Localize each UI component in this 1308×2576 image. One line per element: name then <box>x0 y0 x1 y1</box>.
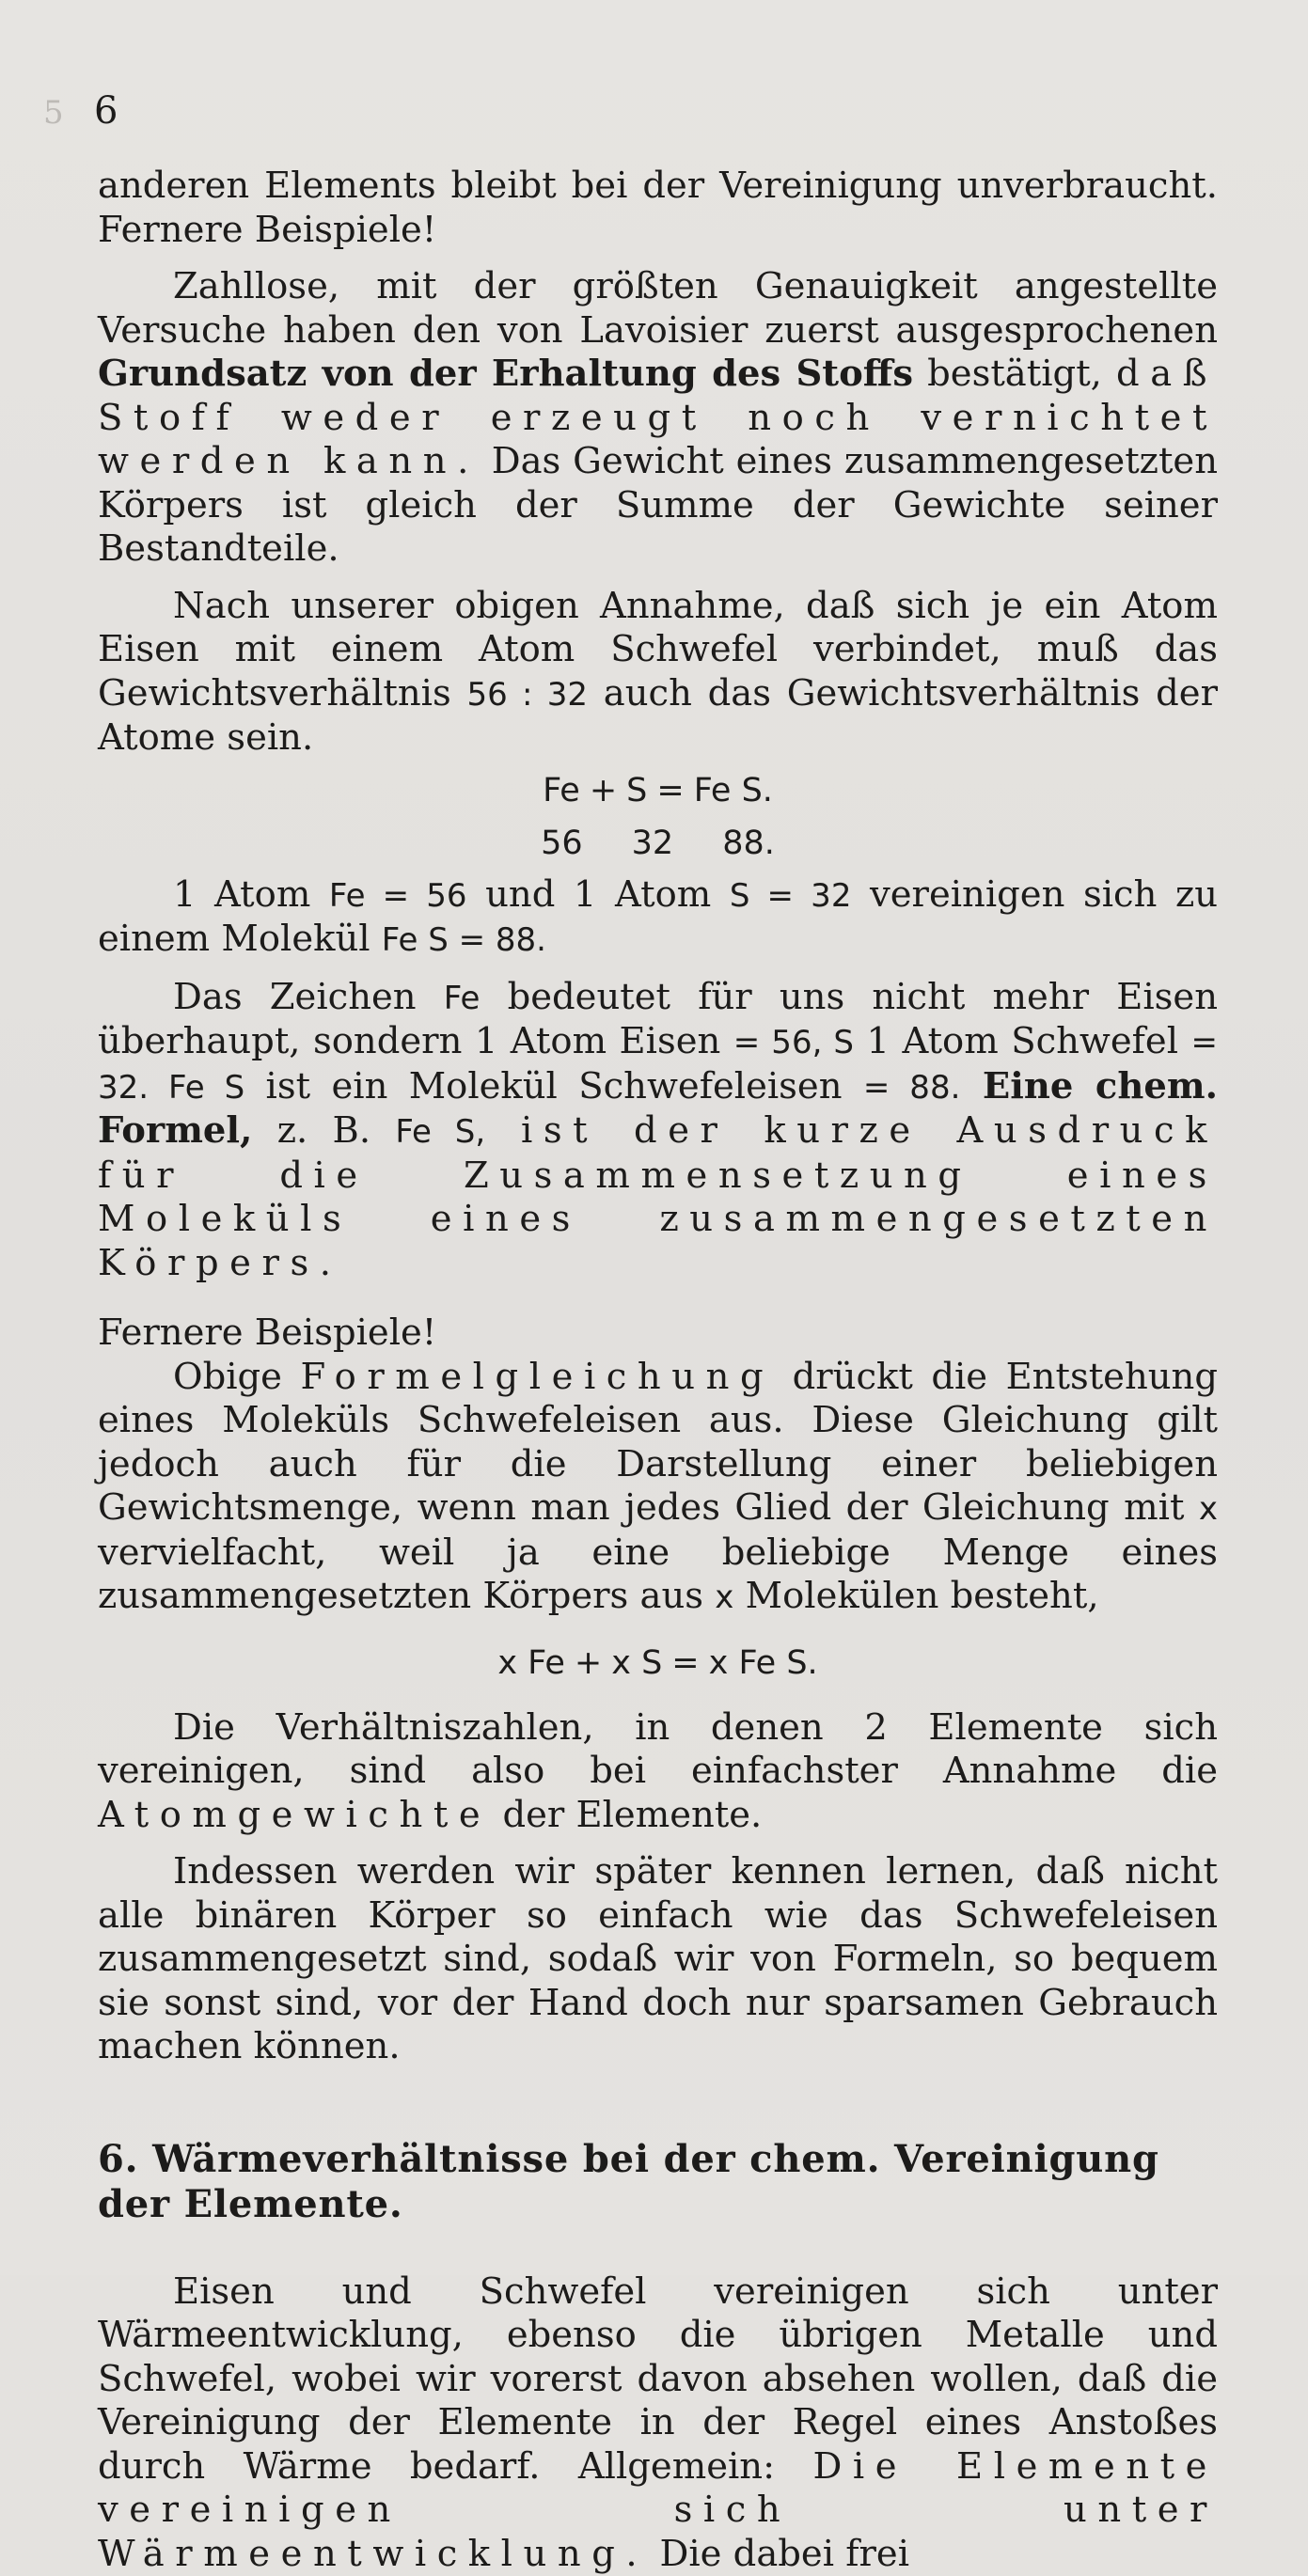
paragraph-text: Das Gewicht eines zusammengesetzten Körpers ist gleich der Summe der Gewichte seiner Bestandteile. <box>98 440 1218 570</box>
paragraph-conservation-of-matter <box>98 265 1218 572</box>
ratio-value: 56 : 32 <box>466 676 588 714</box>
equation-weights-row <box>98 821 1218 866</box>
paragraph-text: 1 Atom Schwefel <box>854 1020 1190 1062</box>
atomic-weight: 32 <box>632 821 674 866</box>
paragraph-text: Zahllose, mit der größten Genauigkeit angestellte Versuche haben den von Lavoisier zuerst ausgesprochenen <box>98 265 1218 352</box>
paragraph-further-examples <box>98 1312 1218 1356</box>
paragraph-text: anderen Elements bleibt bei der Vereinigung unverbraucht. Fernere Beispiele! <box>98 165 1218 251</box>
equals-sign: = <box>662 1641 708 1686</box>
paragraph-text: Indessen werden wir später kennen lernen, daß nicht alle binären Körper so einfach wie das Schwefeleisen zusammengesetzt sind, sodaß wir von Formeln, so bequem sie sonst sind, vor der Hand doch nur sparsamen Gebrauch machen können. <box>98 1850 1218 2067</box>
paragraph-text: Die Verhältniszahlen, in denen 2 Elemente sich vereinigen, sind also bei einfachster Annahme die <box>98 1706 1218 1793</box>
formula-inline: Fe S, <box>395 1113 485 1151</box>
paragraph-text: drückt die Entstehung eines Moleküls Schwefeleisen aus. Diese Gleichung gilt jedoch auch für die Darstellung einer beliebigen Gewichtsmenge, wenn man jedes Glied der Gleichung mit <box>98 1356 1218 1530</box>
paragraph-atomic-weights <box>98 1706 1218 1838</box>
section-number: 6. <box>98 2137 138 2181</box>
paragraph-text: auch das Gewichtsverhältnis der Atome sein. <box>98 672 1218 760</box>
emphasis-bold: Eine chem. Formel, <box>98 1065 1218 1153</box>
formula-term: S <box>626 772 647 809</box>
paragraph-continuation <box>98 165 1218 252</box>
formula-term: Fe S. <box>694 772 773 809</box>
plus-sign: + <box>565 1641 611 1686</box>
emphasis-spaced: daß Stoff weder erzeugt noch vernichtet werden kann. <box>98 353 1218 482</box>
paragraph-atoms-combine <box>98 873 1218 963</box>
emphasis-spaced: Formelgleichung <box>300 1356 774 1398</box>
paragraph-text: vervielfacht, weil ja eine beliebige Menge eines zusammengesetzten Körpers aus <box>98 1531 1218 1618</box>
molecular-weight: 88. <box>722 821 775 866</box>
emphasis-spaced: Atomgewichte <box>98 1794 491 1836</box>
paragraph-text: Eisen und Schwefel vereinigen sich unter Wärmeentwicklung, ebenso die übrigen Metalle und Schwefel, wobei wir vorerst davon absehen wollen, daß die Vereinigung der Elemente in der Regel eines Anstoßes durch Wärme bedarf. Allgemein: <box>98 2270 1218 2488</box>
emphasis-spaced: ist der kurze Ausdruck für die Zusammensetzung eines Moleküls eines zusammengesetzten Körpers. <box>98 1109 1218 1284</box>
formula-inline: S = 32 <box>730 877 852 915</box>
paragraph-binary-bodies <box>98 1850 1218 2069</box>
formula-term: x S <box>611 1644 662 1682</box>
atomic-weight: 56 <box>541 821 583 866</box>
paragraph-text: Nach unserer obigen Annahme, daß sich je ein Atom Eisen mit einem Atom Schwefel verbindet, muß das Gewichtsverhältnis <box>98 585 1218 715</box>
show-through-mark: 5 <box>43 94 64 132</box>
paragraph-text: der Elemente. <box>491 1794 762 1836</box>
paragraph-text: Fernere Beispiele! <box>98 1312 436 1354</box>
paragraph-text: vereinigen sich zu einem Molekül <box>98 873 1218 961</box>
emphasis-bold: Grundsatz von der Erhaltung des Stoffs <box>98 353 913 395</box>
formula-inline: = 32. Fe S <box>98 1024 1218 1107</box>
paragraph-text: Das Zeichen <box>173 976 444 1018</box>
paragraph-chemical-formula <box>98 976 1218 1286</box>
page-number: 6 <box>94 92 118 130</box>
equation-x-fe-s <box>98 1641 1218 1686</box>
equation-fe-s <box>98 768 1218 813</box>
paragraph-weight-ratio <box>98 585 1218 761</box>
paragraph-text: Molekülen besteht, <box>733 1575 1098 1617</box>
paragraph-text: 1 Atom <box>173 873 329 916</box>
section-heading <box>98 2137 1218 2227</box>
formula-term: x Fe <box>497 1644 565 1682</box>
paragraph-heat-of-combination <box>98 2270 1218 2576</box>
equals-sign: = <box>647 768 693 813</box>
paragraph-text: bestätigt, <box>913 353 1116 395</box>
variable-x: x <box>1199 1490 1218 1528</box>
paragraph-text: z. B. <box>252 1109 395 1152</box>
paragraph-formula-equation <box>98 1356 1218 1620</box>
formula-term: x Fe S. <box>709 1644 818 1682</box>
formula-inline: Fe S = 88. <box>382 921 546 959</box>
paragraph-text: und 1 Atom <box>467 873 730 916</box>
section-title: Wärmeverhältnisse bei der chem. Vereinigung der Elemente. <box>98 2137 1159 2226</box>
formula-inline: = 88. <box>863 1069 961 1107</box>
formula-inline: Fe <box>444 980 481 1017</box>
emphasis-spaced: Die Elemente vereinigen sich unter Wärmeentwicklung. <box>98 2445 1218 2575</box>
formula-inline: = 56, S <box>733 1024 854 1061</box>
paragraph-text: Obige <box>173 1356 300 1398</box>
paragraph-text: bedeutet für uns nicht mehr Eisen überhaupt, sondern 1 Atom Eisen <box>98 976 1218 1063</box>
paragraph-text: ist ein Molekül Schwefeleisen <box>244 1065 863 1107</box>
formula-inline: Fe = 56 <box>329 877 467 915</box>
paragraph-text: Die dabei frei <box>648 2533 909 2575</box>
plus-sign: + <box>580 768 626 813</box>
variable-x: x <box>715 1579 733 1616</box>
formula-term: Fe <box>543 772 580 809</box>
